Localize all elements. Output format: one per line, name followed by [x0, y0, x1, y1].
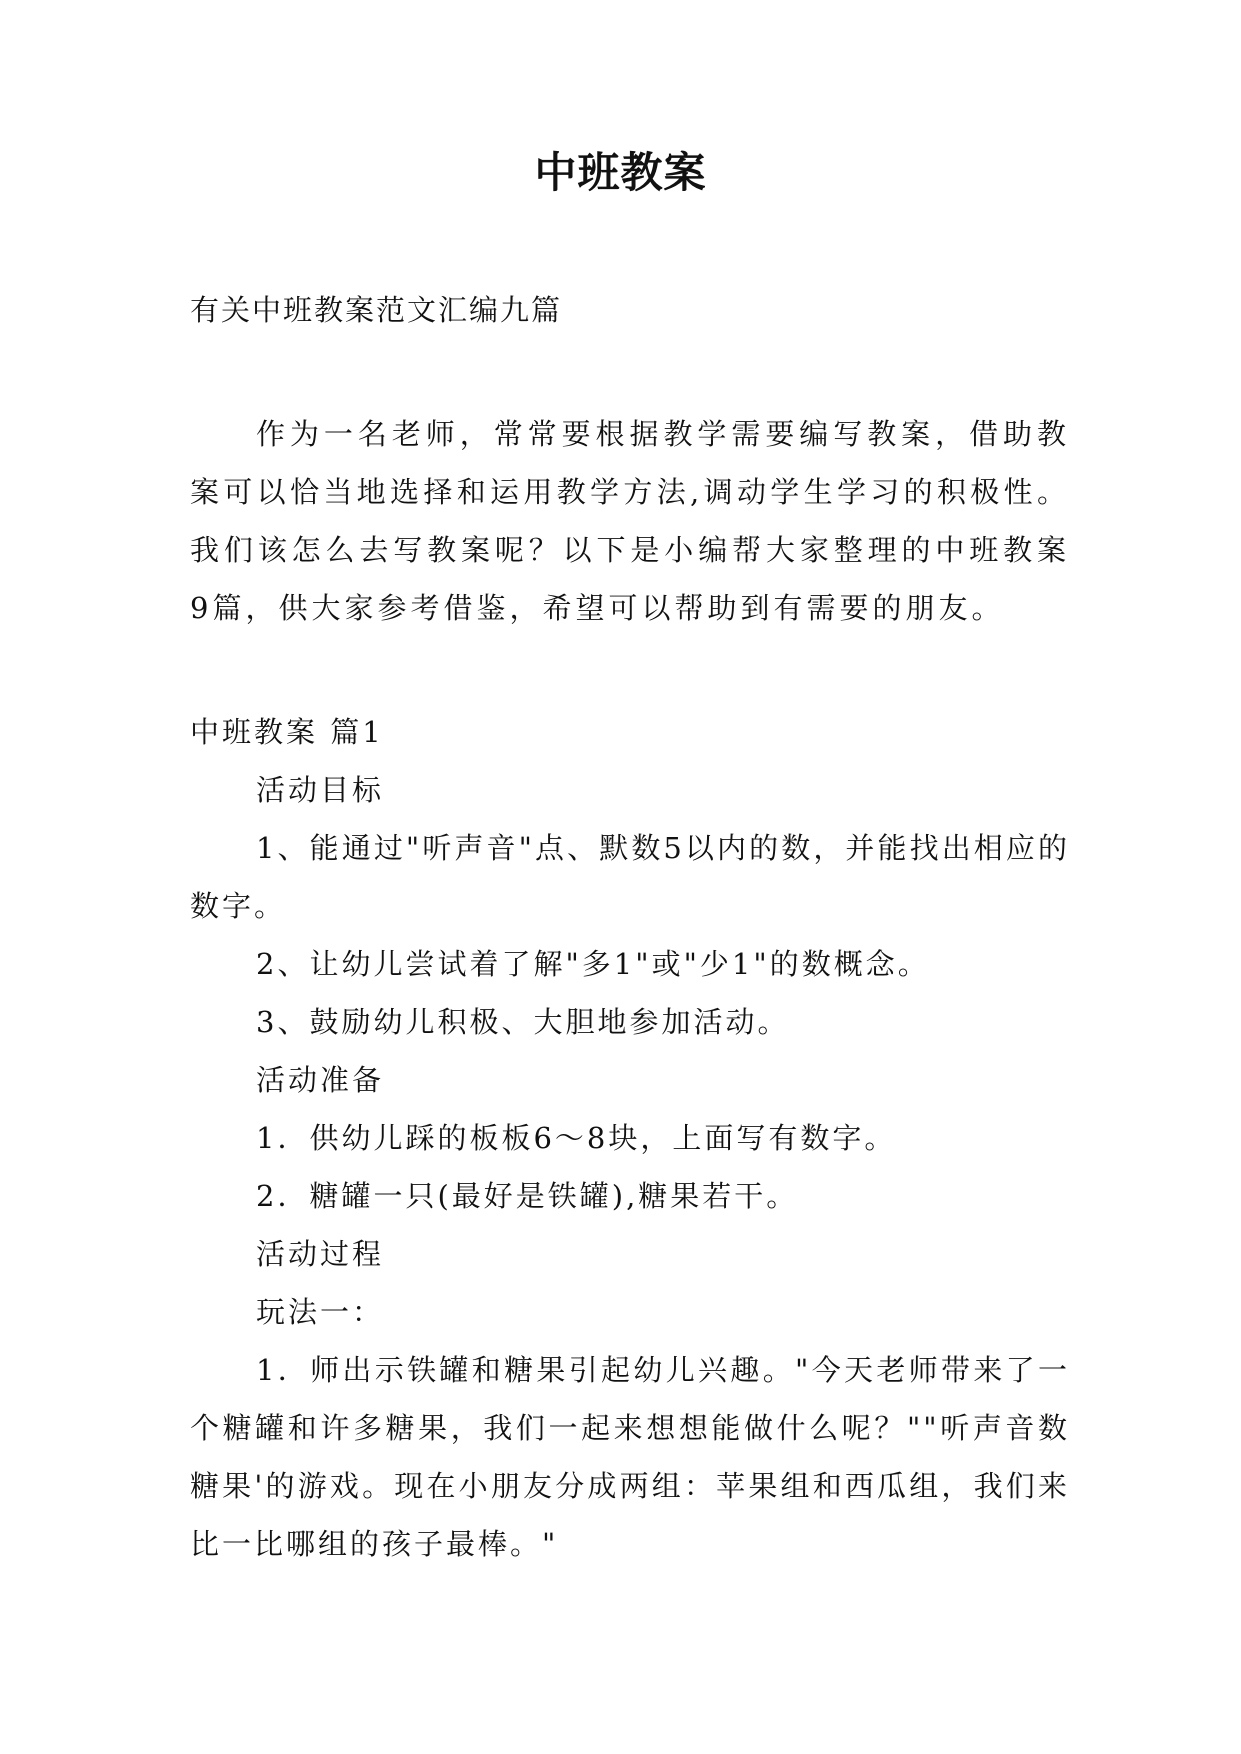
- play-one-heading: 玩法一：: [256, 1295, 385, 1329]
- goals-heading: 活动目标: [256, 773, 385, 807]
- intro-paragraph: 作为一名老师，常常要根据教学需要编写教案，借助教案可以恰当地选择和运用教学方法,调动学生学习的积极性。我们该怎么去写教案呢？以下是小编帮大家整理的中班教案9篇，供大家参考借鉴，希望可以帮助到有需要的朋友。: [190, 417, 1070, 625]
- process-heading: 活动过程: [256, 1237, 385, 1271]
- document-title: 中班教案: [534, 148, 707, 197]
- process-item-1: 1．师出示铁罐和糖果引起幼儿兴趣。"今天老师带来了一个糖罐和许多糖果，我们一起来想想能做什么呢？""听声音数糖果'的游戏。现在小朋友分成两组：苹果组和西瓜组，我们来比一比哪组的孩子最棒。": [190, 1353, 1070, 1561]
- goal-item-2: 2、让幼儿尝试着了解"多1"或"少1"的数概念。: [256, 947, 930, 981]
- prep-item-1: 1．供幼儿踩的板板6～8块，上面写有数字。: [256, 1121, 897, 1155]
- goal-item-3: 3、鼓励幼儿积极、大胆地参加活动。: [256, 1005, 790, 1039]
- lesson-body: [190, 703, 1070, 1573]
- document-subtitle: 有关中班教案范文汇编九篇: [190, 293, 563, 327]
- section-heading: 中班教案 篇1: [190, 715, 384, 749]
- prep-item-2: 2．糖罐一只(最好是铁罐),糖果若干。: [256, 1179, 799, 1213]
- prep-heading: 活动准备: [256, 1063, 385, 1097]
- goal-item-1: 1、能通过"听声音"点、默数5以内的数，并能找出相应的数字。: [190, 831, 1070, 923]
